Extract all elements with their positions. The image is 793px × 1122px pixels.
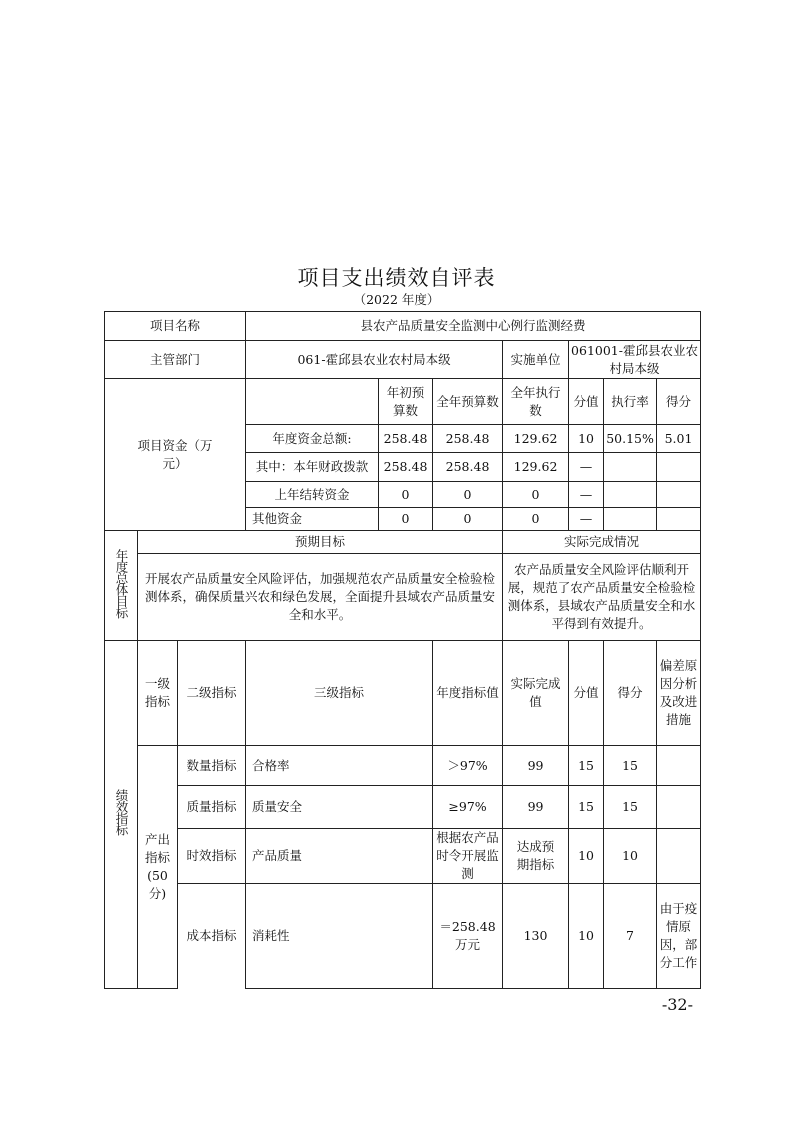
funds-rate [604,508,657,531]
level3: 质量安全 [246,786,433,829]
indicator-header: 二级指标 [178,641,246,746]
goals-header-row [105,531,701,554]
reason: 由于疫情原因，部分工作 [657,884,701,989]
funds-initial: 258.48 [379,453,433,482]
project-row [105,312,701,341]
funds-header-row [105,379,701,425]
dept-row [105,341,701,379]
impl-label: 实施单位 [503,341,569,379]
score: 7 [604,884,657,989]
funds-full: 258.48 [433,453,503,482]
page-subtitle: （2022 年度） [353,292,440,307]
indicator-header: 偏差原因分析及改进措施 [657,641,701,746]
actual: 达成预期指标 [503,829,569,884]
dept-value: 061-霍邱县农业农村局本级 [246,341,503,379]
expected-goal: 开展农产品质量安全风险评估，加强规范农产品质量安全检验检测体系，确保质量兴农和绿色发展，全面提升县域农产品质量安全和水平。 [138,554,503,641]
funds-exec: 129.62 [503,453,569,482]
reason [657,786,701,829]
project-value: 县农产品质量安全监测中心例行监测经费 [246,312,701,341]
indicator-header: 实际完成值 [503,641,569,746]
level3: 产品质量 [246,829,433,884]
reason [657,829,701,884]
indicator-row [105,829,701,884]
performance-table [104,311,701,989]
dept-label: 主管部门 [105,341,246,379]
level2: 成本指标 [178,884,246,989]
funds-score-value: — [569,482,604,508]
funds-full: 258.48 [433,425,503,453]
target: ≥97% [433,786,503,829]
goals-content-row [105,554,701,641]
funds-exec: 129.62 [503,425,569,453]
funds-header: 得分 [657,379,701,425]
funds-initial: 258.48 [379,425,433,453]
funds-rate [604,482,657,508]
actual: 130 [503,884,569,989]
funds-label: 项目资金（万元） [105,379,246,531]
funds-row-name: 其他资金 [246,508,379,531]
funds-score-value: — [569,508,604,531]
indicator-header: 三级指标 [246,641,433,746]
indicators-label: 绩效指标 [105,641,138,989]
score: 10 [604,829,657,884]
page-number: -32- [661,995,693,1014]
goals-label: 年度总体目标 [105,531,138,641]
project-label: 项目名称 [105,312,246,341]
funds-header: 年初预算数 [379,379,433,425]
funds-score [657,453,701,482]
funds-initial: 0 [379,482,433,508]
funds-exec: 0 [503,482,569,508]
funds-full: 0 [433,482,503,508]
funds-row-name: 上年结转资金 [246,482,379,508]
level2: 质量指标 [178,786,246,829]
value: 10 [569,829,604,884]
funds-rate: 50.15% [604,425,657,453]
indicators-header-row [105,641,701,746]
funds-rate [604,453,657,482]
funds-score [657,482,701,508]
actual-header: 实际完成情况 [503,531,701,554]
funds-header: 全年执行数 [503,379,569,425]
impl-value: 061001-霍邱县农业农村局本级 [569,341,701,379]
page-title: 项目支出绩效自评表 [297,266,496,290]
funds-exec: 0 [503,508,569,531]
value: 10 [569,884,604,989]
level1-indicator: 产出指标(50分) [138,746,178,989]
indicator-header: 年度指标值 [433,641,503,746]
indicator-row [105,786,701,829]
value: 15 [569,786,604,829]
actual: 99 [503,786,569,829]
funds-header: 全年预算数 [433,379,503,425]
funds-initial: 0 [379,508,433,531]
funds-full: 0 [433,508,503,531]
funds-blank [246,379,379,425]
funds-score-value: 10 [569,425,604,453]
level2: 数量指标 [178,746,246,786]
funds-row-name: 其中：本年财政拨款 [246,453,379,482]
target: ＝258.48万元 [433,884,503,989]
funds-row-name: 年度资金总额: [246,425,379,453]
level3: 消耗性 [246,884,433,989]
actual: 99 [503,746,569,786]
value: 15 [569,746,604,786]
reason [657,746,701,786]
indicator-row [105,746,701,786]
indicator-header: 分值 [569,641,604,746]
funds-score [657,508,701,531]
funds-score: 5.01 [657,425,701,453]
indicator-header: 一级指标 [138,641,178,746]
indicator-header: 得分 [604,641,657,746]
funds-header: 执行率 [604,379,657,425]
target: 根据农产品时令开展监测 [433,829,503,884]
indicator-row [105,884,701,989]
funds-score-value: — [569,453,604,482]
target: ＞97% [433,746,503,786]
score: 15 [604,786,657,829]
score: 15 [604,746,657,786]
funds-header: 分值 [569,379,604,425]
actual-goal: 农产品质量安全风险评估顺利开展，规范了农产品质量安全检验检测体系，县域农产品质量安全和水平得到有效提升。 [503,554,701,641]
expected-header: 预期目标 [138,531,503,554]
level2: 时效指标 [178,829,246,884]
level3: 合格率 [246,746,433,786]
